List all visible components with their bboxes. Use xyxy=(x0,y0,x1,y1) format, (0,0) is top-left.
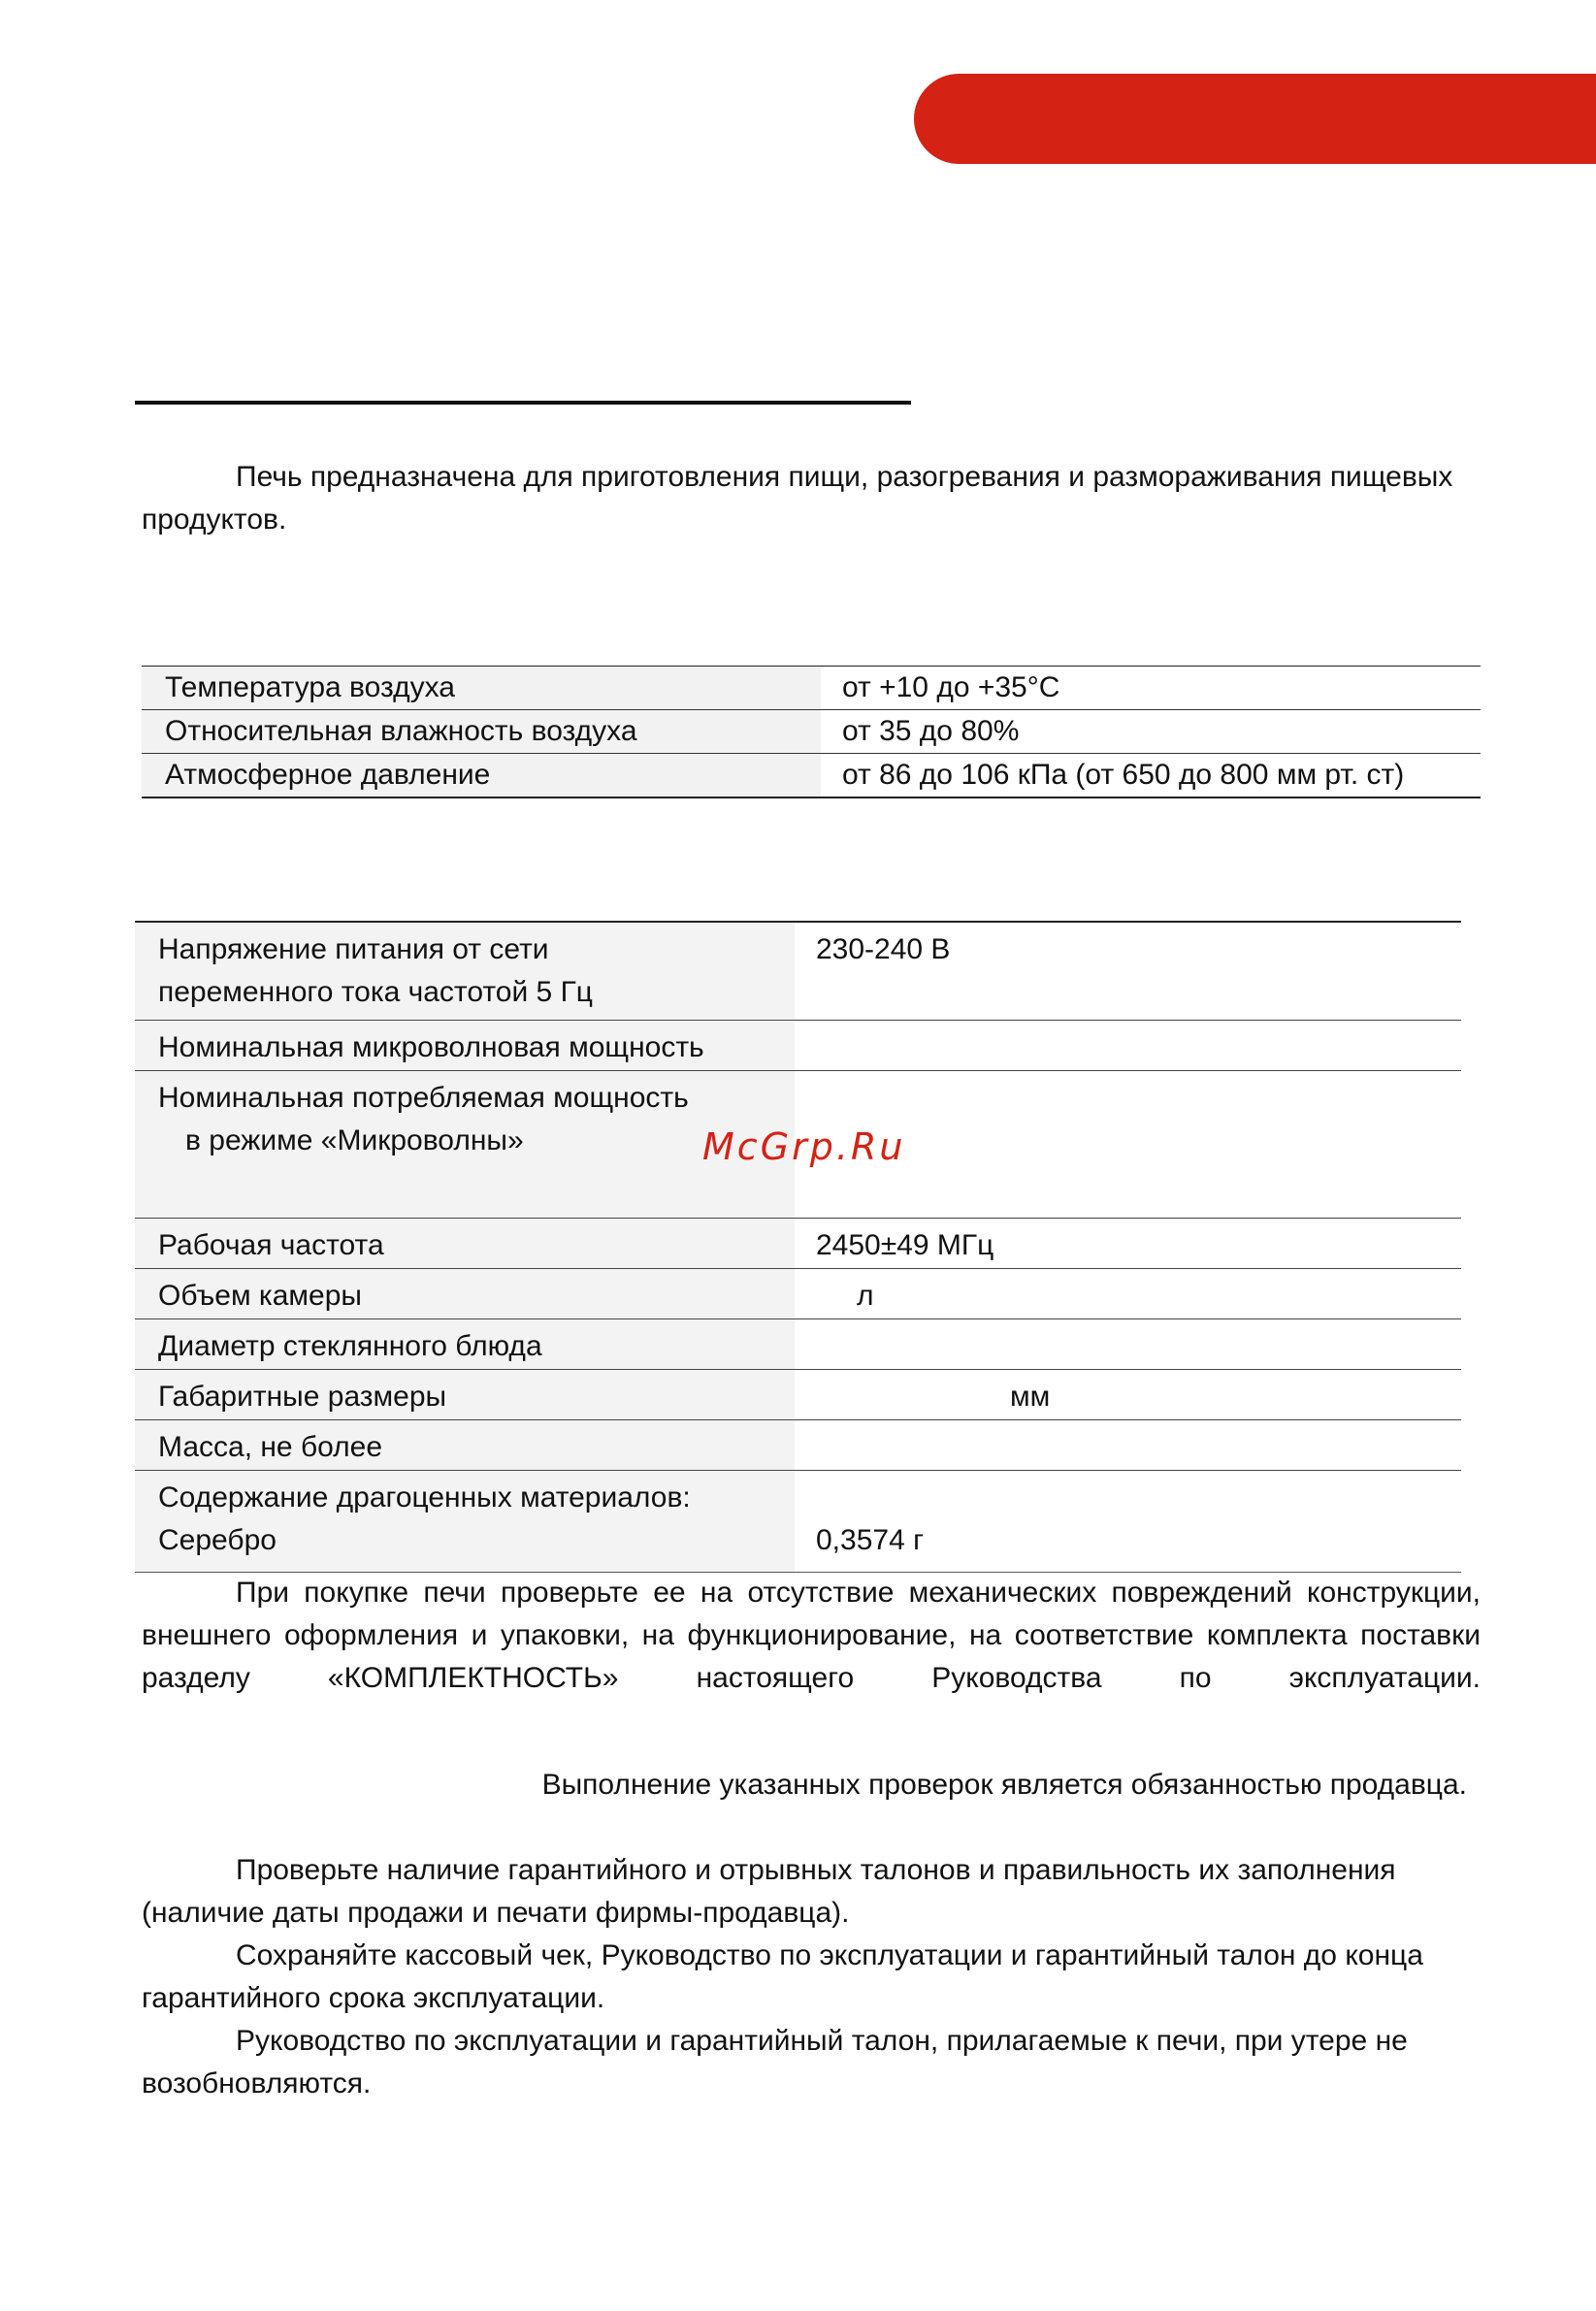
spec-consumed-line1: Номинальная потребляемая мощность xyxy=(158,1082,689,1114)
table-row xyxy=(142,754,1481,797)
table-row xyxy=(135,1420,1461,1471)
spec-voltage-line1: Напряжение питания от сети xyxy=(158,933,549,965)
env-param: Температура воздуха xyxy=(142,667,821,709)
seller-duty-paragraph: Выполнение указанных проверок является обязанностью продавца. xyxy=(541,1769,1467,1801)
spec-param xyxy=(135,923,795,1020)
spec-param: Диаметр стеклянного блюда xyxy=(135,1319,795,1369)
spec-value: л xyxy=(857,1280,874,1312)
table-row xyxy=(135,1219,1461,1269)
spec-param xyxy=(135,1071,795,1218)
table-row xyxy=(142,667,1481,710)
keep-receipt-paragraph: Сохраняйте кассовый чек, Руководство по эксплуатации и гарантийный талон до конца гарантийного срока эксплуатации. xyxy=(142,1939,1423,2014)
spec-param: Масса, не более xyxy=(135,1420,795,1470)
table-row xyxy=(135,923,1461,1021)
spec-value: 0,3574 г xyxy=(816,1524,925,1556)
spec-param: Номинальная микроволновая мощность xyxy=(135,1021,795,1070)
environment-table xyxy=(142,666,1481,798)
spec-value xyxy=(795,1420,1461,1470)
spec-param: Габаритные размеры xyxy=(135,1370,795,1419)
spec-value: 2450±49 МГц xyxy=(816,1229,994,1261)
table-row xyxy=(135,1269,1461,1319)
table-row xyxy=(135,1319,1461,1370)
env-param: Атмосферное давление xyxy=(142,754,821,797)
check-paragraph: При покупке печи проверьте ее на отсутствие механических повреждений конструкции, внешнего оформления и упаковки, на функционирование, на соответствие комплекта поставки разделу «КОМПЛЕКТНОСТЬ» настоящего Руководства по эксплуатации. xyxy=(142,1577,1481,1694)
spec-precious-line2: Серебро xyxy=(158,1524,277,1556)
spec-voltage-line2: переменного тока частотой 5 Гц xyxy=(158,976,593,1008)
spec-value xyxy=(795,1319,1461,1369)
env-value: от 86 до 106 кПа (от 650 до 800 мм рт. ст) xyxy=(842,759,1405,791)
spec-value xyxy=(795,1021,1461,1070)
table-row xyxy=(135,1021,1461,1071)
table-row xyxy=(142,710,1481,754)
spec-param xyxy=(135,1471,795,1572)
section-title-rule xyxy=(135,401,911,405)
env-param: Относительная влажность воздуха xyxy=(142,710,821,753)
header-red-tab xyxy=(914,74,1596,164)
watermark: McGrp.Ru xyxy=(702,1125,906,1168)
spec-consumed-line2: в режиме «Микроволны» xyxy=(185,1124,524,1156)
intro-paragraph: Печь предназначена для приготовления пищи, разогревания и размораживания пищевых продуктов. xyxy=(142,461,1453,536)
table-row xyxy=(135,1370,1461,1420)
env-value: от 35 до 80% xyxy=(842,715,1020,747)
spec-precious-line1: Содержание драгоценных материалов: xyxy=(158,1481,691,1514)
table-row xyxy=(135,1471,1461,1572)
spec-param: Объем камеры xyxy=(135,1269,795,1318)
env-value: от +10 до +35°С xyxy=(842,671,1060,703)
spec-param: Рабочая частота xyxy=(135,1219,795,1268)
coupons-paragraph: Проверьте наличие гарантийного и отрывных талонов и правильность их заполнения (наличие даты продажи и печати фирмы-продавца). xyxy=(142,1854,1396,1929)
spec-value: 230-240 В xyxy=(816,933,951,965)
lost-manual-paragraph: Руководство по эксплуатации и гарантийный талон, прилагаемые к печи, при утере не возобновляются. xyxy=(142,2025,1408,2099)
spec-value: мм xyxy=(1010,1381,1051,1413)
specifications-table xyxy=(135,921,1461,1573)
